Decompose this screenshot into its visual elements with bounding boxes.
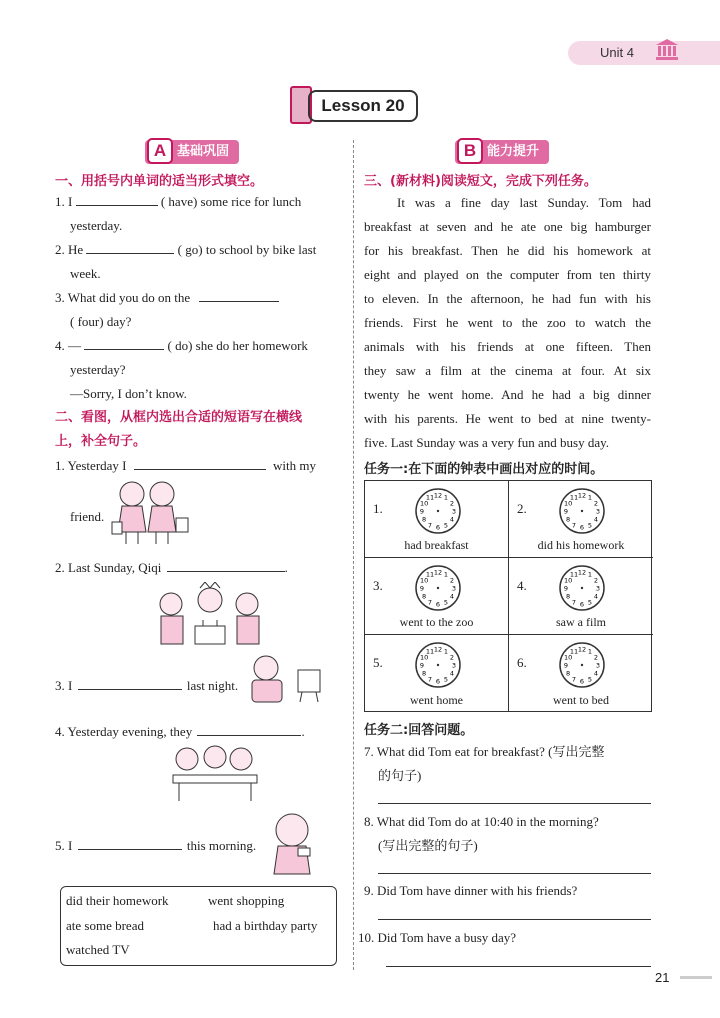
passage-line: eight and played on the computer from ten thirty — [364, 267, 651, 282]
passage-line: five. Last Sunday was a very fun and busy day. — [364, 435, 610, 450]
passage-line: It was a fine day last Sunday. Tom had — [397, 195, 651, 210]
s4-blank[interactable] — [197, 722, 301, 736]
svg-text:6: 6 — [579, 523, 585, 532]
eating-bread-picture — [268, 810, 318, 878]
passage-line: friends. First he went to the zoo to watch the — [364, 315, 651, 330]
clock-caption: did his homework — [537, 538, 625, 552]
svg-text:9: 9 — [563, 584, 569, 593]
passage-line: with his parents. He went to bed at nine twenty- — [364, 411, 651, 426]
q7-line2: 的句子) — [378, 768, 422, 783]
phrase-4: had a birthday party — [213, 918, 318, 933]
s4-start: 4. Yesterday evening, they — [55, 724, 193, 739]
svg-text:7: 7 — [427, 598, 433, 607]
svg-text:4: 4 — [449, 592, 454, 601]
section-b-badge — [455, 140, 549, 164]
clock-face-icon[interactable] — [414, 487, 462, 535]
footer-bar — [680, 976, 712, 979]
clock-cell-4 — [509, 558, 653, 635]
svg-text:7: 7 — [571, 521, 577, 530]
phrase-2: went shopping — [208, 893, 285, 908]
s2-end: . — [284, 560, 288, 575]
svg-text:2: 2 — [593, 653, 598, 662]
s4-end: . — [301, 724, 305, 739]
passage-line: they saw a film at the cinema at four. At six — [364, 363, 651, 378]
svg-text:6: 6 — [435, 600, 441, 609]
homework-picture — [165, 745, 263, 803]
q9-line: 9. Did Tom have dinner with his friends? — [364, 883, 578, 898]
svg-text:11: 11 — [569, 570, 579, 579]
svg-text:4: 4 — [593, 669, 598, 678]
passage-line: animals with his friends at one fifteen. Then — [364, 339, 651, 354]
part2-title-line1: 二、看图，从框内选出合适的短语写在横线 — [55, 410, 303, 425]
q8-answer-line[interactable] — [378, 873, 651, 874]
q1-end: ( have) some rice for lunch — [160, 194, 302, 209]
svg-text:8: 8 — [566, 592, 571, 601]
svg-text:1: 1 — [587, 570, 593, 579]
svg-text:10: 10 — [563, 499, 573, 508]
lesson-title: Lesson 20 — [308, 90, 418, 122]
part2-title-line2: 上，补全句子。 — [55, 434, 147, 449]
clock-face-icon[interactable] — [414, 564, 462, 612]
phrase-1: did their homework — [66, 893, 169, 908]
svg-text:4: 4 — [449, 669, 454, 678]
task2-title: 任务二:回答问题。 — [364, 723, 474, 738]
clock-number: 5. — [373, 655, 383, 670]
section-b-title: 能力提升 — [487, 144, 540, 159]
s2-line — [55, 556, 288, 580]
clock-number: 4. — [517, 578, 527, 593]
q4-start: 4. — — [55, 338, 81, 353]
svg-text:9: 9 — [563, 661, 569, 670]
s3-blank[interactable] — [78, 676, 182, 690]
clock-cell-6 — [509, 635, 653, 712]
q3-line1 — [55, 286, 279, 310]
svg-text:1: 1 — [443, 493, 449, 502]
svg-text:10: 10 — [563, 653, 573, 662]
svg-text:9: 9 — [419, 507, 425, 516]
svg-text:5: 5 — [587, 598, 593, 607]
svg-text:7: 7 — [427, 521, 433, 530]
q7-line1: 7. What did Tom eat for breakfast? (写出完整 — [364, 744, 605, 759]
clock-cell-1 — [365, 481, 509, 558]
svg-text:10: 10 — [419, 576, 429, 585]
svg-text:11: 11 — [425, 570, 435, 579]
passage-line: twenty he went home. And he had a big dinner — [364, 387, 651, 402]
svg-text:7: 7 — [571, 598, 577, 607]
svg-text:9: 9 — [419, 584, 425, 593]
svg-text:6: 6 — [435, 523, 441, 532]
q2-start: 2. He — [55, 242, 84, 257]
q7-answer-line[interactable] — [378, 803, 651, 804]
clock-cell-3 — [365, 558, 509, 635]
q4-end: ( do) she do her homework — [167, 338, 308, 353]
q9-answer-line[interactable] — [378, 919, 651, 920]
q1-start: 1. I — [55, 194, 73, 209]
svg-text:2: 2 — [593, 499, 598, 508]
clock-face-icon[interactable] — [414, 641, 462, 689]
reading-passage — [364, 191, 651, 455]
clock-caption: went to bed — [553, 693, 609, 707]
q3-blank[interactable] — [199, 288, 279, 302]
svg-text:1: 1 — [587, 493, 593, 502]
watching-tv-picture — [248, 652, 324, 708]
svg-text:6: 6 — [579, 600, 585, 609]
svg-text:12: 12 — [577, 568, 587, 577]
svg-text:1: 1 — [587, 647, 593, 656]
clock-cell-5 — [365, 635, 509, 712]
clock-number: 1. — [373, 501, 383, 516]
svg-text:3: 3 — [451, 661, 457, 670]
svg-text:9: 9 — [419, 661, 425, 670]
s4-line — [55, 720, 305, 744]
s2-start: 2. Last Sunday, Qiqi — [55, 560, 162, 575]
s5-end: this morning. — [186, 838, 257, 853]
column-divider — [353, 140, 354, 970]
q10-answer-line[interactable] — [386, 966, 651, 967]
svg-text:6: 6 — [579, 677, 585, 686]
q3-start: 3. What did you do on the — [55, 290, 191, 305]
q8-line2: (写出完整的句子) — [378, 838, 478, 853]
clock-number: 3. — [373, 578, 383, 593]
svg-text:6: 6 — [435, 677, 441, 686]
svg-text:2: 2 — [593, 576, 598, 585]
q4-blank[interactable] — [84, 336, 164, 350]
s3-start: 3. I — [55, 678, 73, 693]
birthday-party-picture — [155, 582, 265, 652]
s5-blank[interactable] — [78, 836, 182, 850]
svg-text:5: 5 — [587, 675, 593, 684]
svg-text:3: 3 — [451, 584, 457, 593]
svg-text:4: 4 — [593, 515, 598, 524]
page-number: 21 — [655, 970, 670, 985]
s1-end: with my — [273, 458, 316, 473]
section-b-letter: B — [457, 138, 483, 164]
svg-text:8: 8 — [422, 669, 427, 678]
svg-text:10: 10 — [419, 653, 429, 662]
part1-title: 一、用括号内单词的适当形式填空。 — [55, 174, 264, 189]
passage-line: for his breakfast. Then he did his homework at — [364, 243, 651, 258]
svg-text:11: 11 — [425, 647, 435, 656]
s1-line1 — [55, 454, 316, 478]
s3-line — [55, 674, 238, 698]
svg-text:9: 9 — [563, 507, 569, 516]
clock-number: 2. — [517, 501, 527, 516]
s1-blank[interactable] — [134, 456, 266, 470]
svg-text:10: 10 — [563, 576, 573, 585]
svg-text:12: 12 — [577, 491, 587, 500]
svg-text:4: 4 — [449, 515, 454, 524]
svg-text:2: 2 — [449, 499, 454, 508]
clock-cell-2 — [509, 481, 653, 558]
s1-start: 1. Yesterday I — [55, 458, 127, 473]
building-icon — [654, 37, 680, 61]
q3-line2: ( four) day? — [70, 314, 132, 329]
svg-text:11: 11 — [569, 647, 579, 656]
q2-line2: week. — [70, 266, 101, 281]
q4-answer: —Sorry, I don’t know. — [70, 386, 187, 401]
svg-text:5: 5 — [443, 521, 449, 530]
s3-end: last night. — [186, 678, 239, 693]
svg-text:11: 11 — [425, 493, 435, 502]
passage-line: to eleven. In the afternoon, he had fun with his — [364, 291, 651, 306]
q2-end: ( go) to school by bike last — [177, 242, 317, 257]
q1-blank[interactable] — [76, 192, 158, 206]
phrase-3: ate some bread — [66, 918, 144, 933]
svg-text:8: 8 — [566, 515, 571, 524]
q10-line: 10. Did Tom have a busy day? — [358, 930, 517, 945]
svg-text:4: 4 — [593, 592, 598, 601]
svg-text:3: 3 — [595, 584, 601, 593]
svg-text:7: 7 — [427, 675, 433, 684]
clock-table — [364, 480, 652, 712]
clock-caption: went home — [410, 693, 463, 707]
clock-number: 6. — [517, 655, 527, 670]
svg-text:12: 12 — [433, 645, 443, 654]
svg-text:5: 5 — [587, 521, 593, 530]
clock-face-icon[interactable] — [558, 641, 606, 689]
svg-text:3: 3 — [595, 507, 601, 516]
section-a-badge — [145, 140, 239, 164]
unit-label: Unit 4 — [600, 45, 634, 60]
q2-blank[interactable] — [86, 240, 174, 254]
svg-text:5: 5 — [443, 675, 449, 684]
s2-blank[interactable] — [167, 558, 285, 572]
shopping-girls-picture — [110, 478, 190, 546]
svg-text:8: 8 — [422, 515, 427, 524]
svg-text:11: 11 — [569, 493, 579, 502]
svg-text:1: 1 — [443, 647, 449, 656]
q2-line1 — [55, 238, 316, 262]
svg-text:10: 10 — [419, 499, 429, 508]
svg-text:3: 3 — [595, 661, 601, 670]
svg-text:12: 12 — [577, 645, 587, 654]
q1-line2: yesterday. — [70, 218, 123, 233]
passage-line: breakfast at seven and he ate one big hamburger — [364, 219, 651, 234]
svg-text:2: 2 — [449, 576, 454, 585]
svg-text:1: 1 — [443, 570, 449, 579]
svg-text:8: 8 — [422, 592, 427, 601]
s5-start: 5. I — [55, 838, 73, 853]
clock-caption: went to the zoo — [399, 615, 474, 629]
task1-title: 任务一:在下面的钟表中画出对应的时间。 — [364, 462, 604, 477]
q4-line2: yesterday? — [70, 362, 126, 377]
q1-line1 — [55, 190, 301, 214]
clock-caption: had breakfast — [404, 538, 469, 552]
svg-text:8: 8 — [566, 669, 571, 678]
unit-tab — [568, 41, 720, 65]
s5-line — [55, 834, 256, 858]
section-a-title: 基础巩固 — [177, 144, 230, 159]
clock-face-icon[interactable] — [558, 564, 606, 612]
svg-text:7: 7 — [571, 675, 577, 684]
svg-text:3: 3 — [451, 507, 457, 516]
clock-face-icon[interactable] — [558, 487, 606, 535]
phrase-5: watched TV — [66, 942, 130, 957]
section-a-letter: A — [147, 138, 173, 164]
q4-line1 — [55, 334, 308, 358]
part3-title: 三、(新材料)阅读短文，完成下列任务。 — [364, 174, 597, 189]
clock-caption: saw a film — [556, 615, 606, 629]
s1-line2: friend. — [70, 509, 105, 524]
svg-text:12: 12 — [433, 491, 443, 500]
q8-line1: 8. What did Tom do at 10:40 in the morning? — [364, 814, 599, 829]
svg-text:5: 5 — [443, 598, 449, 607]
svg-text:12: 12 — [433, 568, 443, 577]
svg-text:2: 2 — [449, 653, 454, 662]
